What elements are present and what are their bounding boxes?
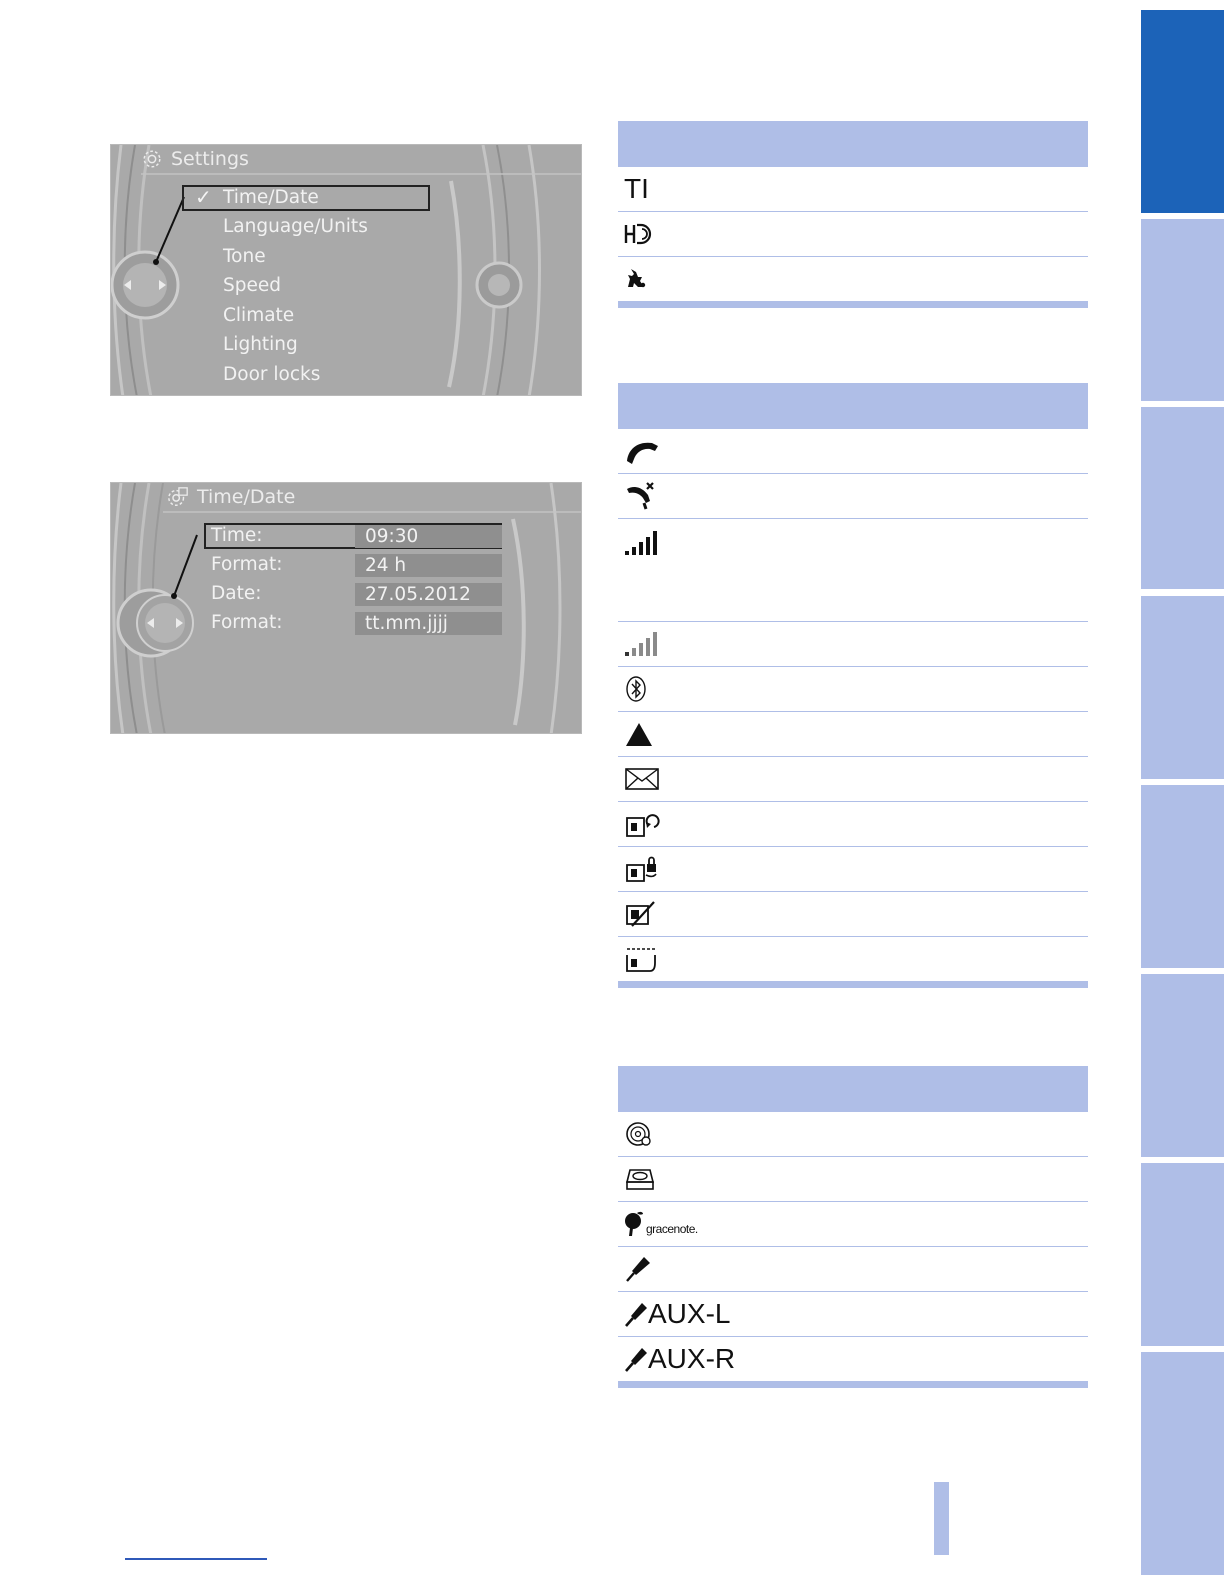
radio-symbols-table xyxy=(618,121,1088,308)
gracenote-logo-mark xyxy=(624,1210,644,1238)
time-format-value[interactable]: 24 h xyxy=(355,554,502,577)
table-row xyxy=(618,1112,1088,1157)
screen-title-text: Settings xyxy=(171,148,249,170)
thumb-tab-active[interactable] xyxy=(1141,10,1224,213)
bluetooth-icon xyxy=(624,673,648,705)
phone-icon xyxy=(624,435,662,467)
table-footer xyxy=(618,982,1088,988)
table-row xyxy=(618,847,1088,892)
table-header xyxy=(618,383,1088,429)
menu-item-language-units[interactable]: Language/Units xyxy=(223,216,368,237)
time-value[interactable]: 09:30 xyxy=(355,525,502,548)
screen-title xyxy=(167,486,295,508)
aux-r-text: AUX-R xyxy=(648,1343,736,1374)
aux-l-icon xyxy=(624,1298,730,1330)
thumb-tab[interactable] xyxy=(1141,974,1224,1157)
page-number-bar xyxy=(934,1482,949,1555)
signal-weak-icon xyxy=(624,628,660,660)
thumb-tab[interactable] xyxy=(1141,785,1224,968)
table-row xyxy=(618,429,1088,474)
audio-symbols-table xyxy=(618,1066,1088,1388)
table-row xyxy=(618,757,1088,802)
table-row xyxy=(618,1292,1088,1337)
hard-drive-icon xyxy=(624,1163,658,1195)
menu-item-climate[interactable]: Climate xyxy=(223,305,295,326)
table-row xyxy=(618,802,1088,847)
menu-item-lighting[interactable]: Lighting xyxy=(223,334,298,355)
aux-icon xyxy=(624,1253,652,1285)
footer-link-underline[interactable] xyxy=(125,1558,267,1560)
gear-icon xyxy=(141,148,163,170)
gracenote-text: gracenote. xyxy=(646,1222,698,1236)
display-frame-decoration xyxy=(111,145,582,396)
aux-r-icon xyxy=(624,1343,735,1375)
gracenote-icon xyxy=(624,1208,698,1240)
table-row xyxy=(618,712,1088,757)
date-format-label: Format: xyxy=(211,612,283,633)
mascot-icon xyxy=(624,263,650,295)
table-row xyxy=(618,1247,1088,1292)
screen-title-text: Time/Date xyxy=(197,486,296,508)
phone-symbols-table xyxy=(618,383,1088,988)
table-header xyxy=(618,1066,1088,1112)
time-date-screenshot xyxy=(110,482,582,734)
menu-item-speed[interactable]: Speed xyxy=(223,275,281,296)
menu-item-door-locks[interactable]: Door locks xyxy=(223,364,321,385)
table-row xyxy=(618,892,1088,937)
message-envelope-icon xyxy=(624,763,660,795)
thumb-tab[interactable] xyxy=(1141,1163,1224,1346)
table-row xyxy=(618,1337,1088,1382)
display-frame-decoration xyxy=(111,483,582,734)
cd-icon xyxy=(624,1118,654,1150)
date-value[interactable]: 27.05.2012 xyxy=(355,583,502,606)
table-footer xyxy=(618,1382,1088,1388)
table-row xyxy=(618,212,1088,257)
table-row xyxy=(618,519,1088,622)
thumb-tab[interactable] xyxy=(1141,407,1224,589)
table-row xyxy=(618,474,1088,519)
check-icon: ✓ xyxy=(195,185,212,209)
call-end-icon xyxy=(624,480,658,512)
date-format-value[interactable]: tt.mm.jjjj xyxy=(355,612,502,635)
thumb-tab[interactable] xyxy=(1141,219,1224,401)
thumb-index xyxy=(1141,10,1224,1575)
screen-title xyxy=(141,148,249,170)
thumb-tab[interactable] xyxy=(1141,596,1224,779)
signal-strength-icon xyxy=(624,527,660,559)
table-row xyxy=(618,667,1088,712)
table-row xyxy=(618,257,1088,302)
thumb-tab[interactable] xyxy=(1141,1352,1224,1575)
hd-radio-icon xyxy=(624,218,654,250)
sim-card-blank-icon xyxy=(624,943,660,975)
plug-icon xyxy=(624,1345,648,1373)
settings-clock-icon xyxy=(167,486,189,508)
table-row xyxy=(618,167,1088,212)
date-label: Date: xyxy=(211,583,262,604)
table-footer xyxy=(618,302,1088,308)
time-format-label: Format: xyxy=(211,554,283,575)
table-row xyxy=(618,1157,1088,1202)
sim-card-locked-icon xyxy=(624,853,660,885)
table-row xyxy=(618,622,1088,667)
table-row xyxy=(618,1202,1088,1247)
settings-screenshot xyxy=(110,144,582,396)
time-label: Time: xyxy=(211,525,263,546)
table-header xyxy=(618,121,1088,167)
roaming-triangle-icon xyxy=(624,718,654,750)
menu-item-tone[interactable]: Tone xyxy=(223,246,266,267)
sim-card-missing-icon xyxy=(624,898,660,930)
sim-card-refresh-icon xyxy=(624,808,660,840)
aux-l-text: AUX-L xyxy=(648,1298,731,1329)
plug-icon xyxy=(624,1300,648,1328)
ti-icon: TI xyxy=(624,173,649,204)
menu-item-time-date[interactable]: Time/Date xyxy=(223,187,319,208)
table-row xyxy=(618,937,1088,982)
